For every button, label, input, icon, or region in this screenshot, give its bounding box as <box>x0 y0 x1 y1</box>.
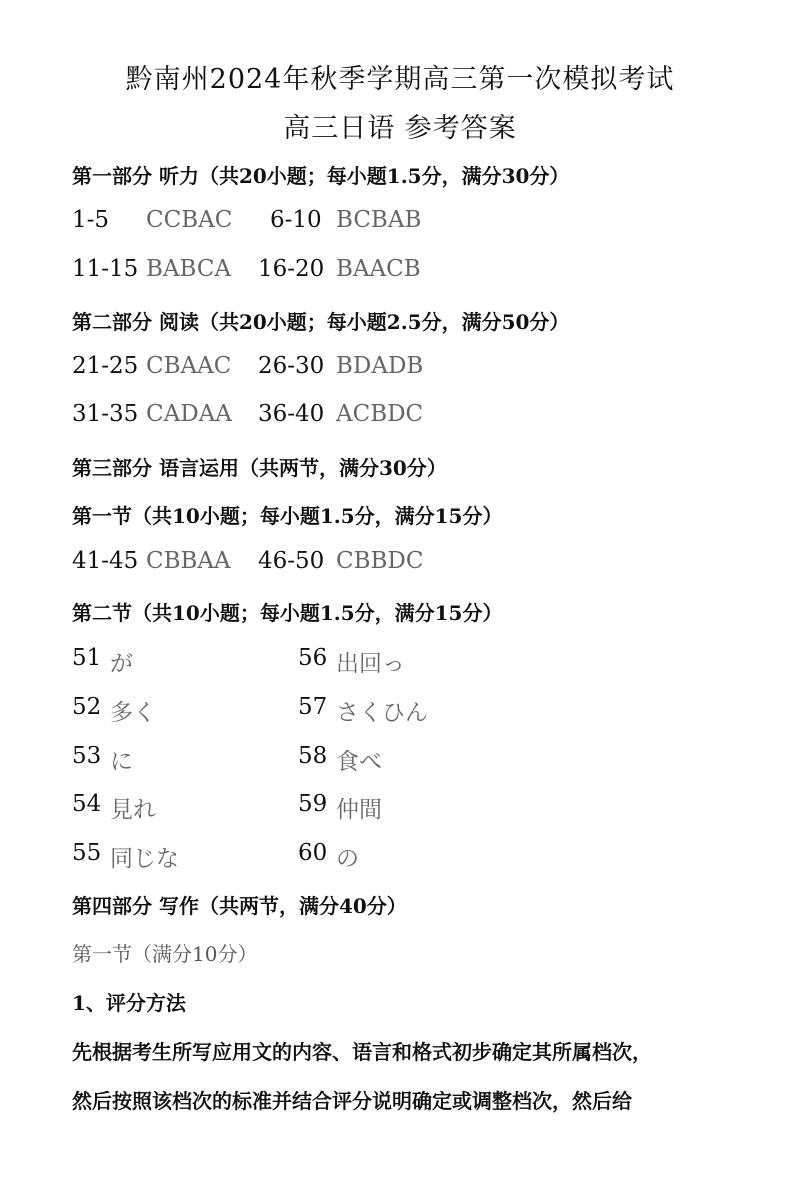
answers: BAACB <box>336 256 421 282</box>
item-number: 59 <box>298 791 328 817</box>
range-label: 46-50 <box>258 548 325 574</box>
part3-heading: 第三部分 语言运用（共两节，满分30分） <box>72 456 447 480</box>
method-heading: 1、评分方法 <box>72 991 186 1015</box>
range-label: 41-45 <box>72 548 139 574</box>
item-answer: 仲間 <box>336 797 382 823</box>
item-number: 52 <box>72 694 102 720</box>
answers: ACBDC <box>336 401 424 427</box>
item-answer: 多く <box>110 700 156 726</box>
item-answer: が <box>110 651 133 677</box>
paragraph-line: 然后按照该档次的标准并结合评分说明确定或调整档次，然后给 <box>72 1089 632 1113</box>
exam-subtitle: 高三日语 参考答案 <box>283 113 517 144</box>
range-label: 26-30 <box>258 353 325 379</box>
answers: CBBDC <box>336 548 424 574</box>
item-answer: 出回っ <box>336 651 405 677</box>
item-number: 57 <box>298 694 328 720</box>
range-label: 16-20 <box>258 256 325 282</box>
paragraph-line: 先根据考生所写应用文的内容、语言和格式初步确定其所属档次， <box>72 1040 652 1064</box>
item-number: 51 <box>72 645 102 671</box>
item-number: 54 <box>72 791 102 817</box>
answers: CBAAC <box>146 353 232 379</box>
part4-heading: 第四部分 写作（共两节，满分40分） <box>72 894 407 918</box>
item-number: 58 <box>298 743 328 769</box>
range-label: 1-5 <box>72 207 110 233</box>
part3-section1-heading: 第一节（共10小题；每小题1.5分，满分15分） <box>72 504 503 528</box>
item-answer: の <box>336 846 359 872</box>
answers: CCBAC <box>146 207 233 233</box>
exam-title: 黔南州2024年秋季学期高三第一次模拟考试 <box>125 64 675 95</box>
item-answer: 同じな <box>110 846 179 872</box>
part4-section1-heading: 第一节（满分10分） <box>72 942 258 966</box>
item-answer: さくひん <box>336 700 428 726</box>
item-answer: に <box>110 749 133 775</box>
range-label: 6-10 <box>270 207 322 233</box>
answers: BABCA <box>146 256 232 282</box>
answers: BDADB <box>336 353 424 379</box>
part3-section2-heading: 第二节（共10小题；每小题1.5分，满分15分） <box>72 601 503 625</box>
item-number: 56 <box>298 645 328 671</box>
answers: BCBAB <box>336 207 422 233</box>
range-label: 11-15 <box>72 256 139 282</box>
answers: CADAA <box>146 401 232 427</box>
range-label: 21-25 <box>72 353 139 379</box>
item-number: 55 <box>72 840 102 866</box>
range-label: 36-40 <box>258 401 325 427</box>
part1-heading: 第一部分 听力（共20小题；每小题1.5分，满分30分） <box>72 164 570 188</box>
item-answer: 食べ <box>336 749 382 775</box>
item-answer: 見れ <box>110 797 156 823</box>
range-label: 31-35 <box>72 401 139 427</box>
part2-heading: 第二部分 阅读（共20小题；每小题2.5分，满分50分） <box>72 310 570 334</box>
item-number: 60 <box>298 840 328 866</box>
answers: CBBAA <box>146 548 231 574</box>
item-number: 53 <box>72 743 102 769</box>
